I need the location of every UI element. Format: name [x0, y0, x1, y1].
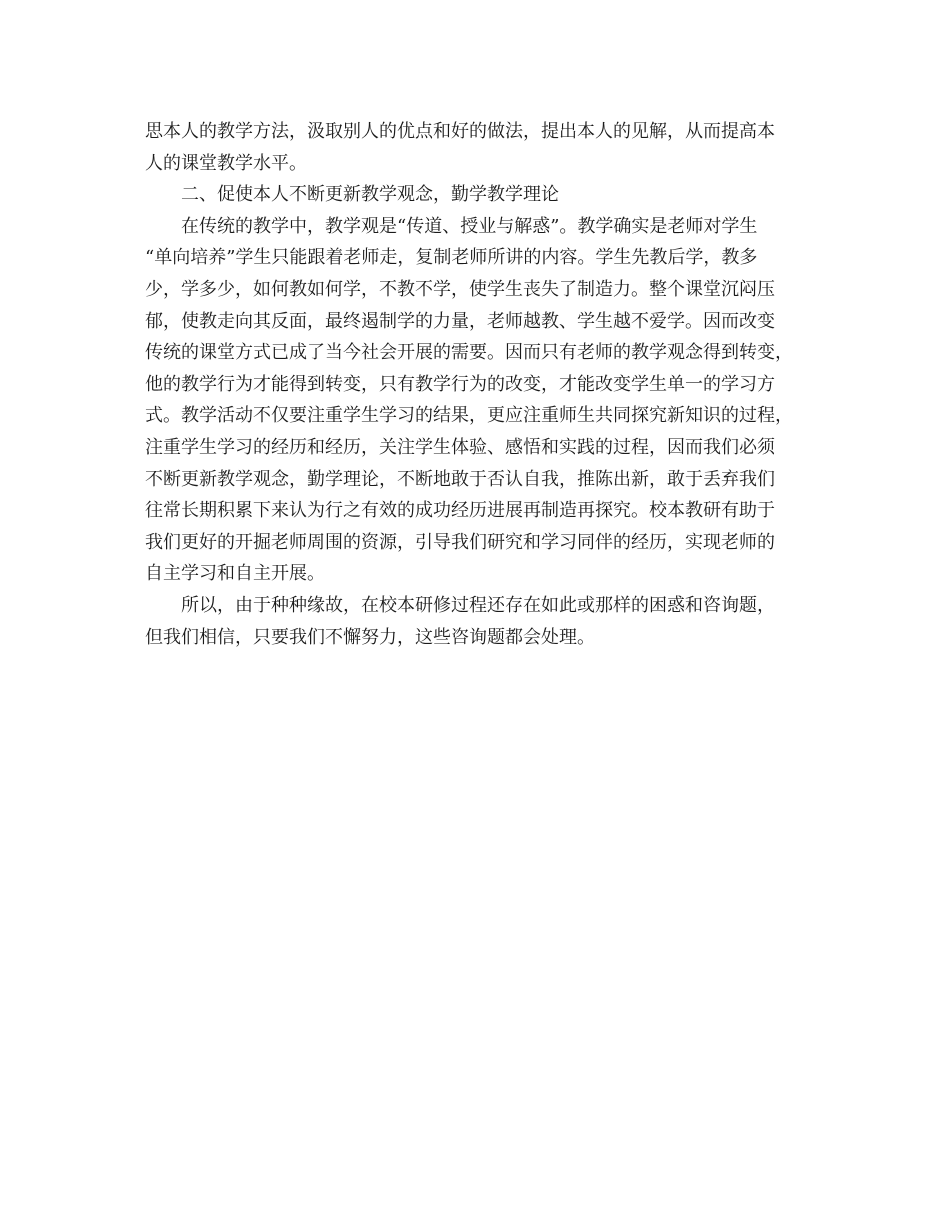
text-line: 他的教学行为才能得到转变，只有教学行为的改变，才能改变学生单一的学习方 — [145, 373, 775, 395]
paragraph-continuation — [145, 116, 805, 179]
text-line: 式。教学活动不仅要注重学生学习的结果，更应注重师生共同探究新知识的过程， — [145, 405, 793, 427]
text-line: 在传统的教学中，教学观是“传道、授业与解惑”。教学确实是老师对学生 — [181, 215, 758, 237]
text-line: 往常长期积累下来认为行之有效的成功经历进展再制造再探究。校本教研有助于 — [145, 500, 775, 522]
text-line: “单向培养”学生只能跟着老师走，复制老师所讲的内容。学生先教后学，教多 — [145, 247, 758, 269]
text-line: 传统的课堂方式已成了当今社会开展的需要。因而只有老师的教学观念得到转变， — [145, 342, 793, 364]
paragraph-conclusion — [145, 590, 805, 653]
document-body — [145, 116, 805, 653]
section-heading — [145, 179, 805, 211]
text-line: 我们更好的开掘老师周围的资源，引导我们研究和学习同伴的经历，实现老师的 — [145, 531, 775, 553]
text-line: 人的课堂教学水平。 — [145, 152, 307, 174]
text-line: 所以，由于种种缘故，在校本研修过程还存在如此或那样的困惑和咨询题， — [181, 594, 775, 616]
text-line: 注重学生学习的经历和经历，关注学生体验、感悟和实践的过程，因而我们必须 — [145, 436, 775, 458]
text-line: 少，学多少，如何教如何学，不教不学，使学生丧失了制造力。整个课堂沉闷压 — [145, 278, 775, 300]
text-line: 但我们相信，只要我们不懈努力，这些咨询题都会处理。 — [145, 626, 595, 648]
paragraph-traditional-teaching — [145, 211, 805, 590]
text-line: 自主学习和自主开展。 — [145, 563, 325, 585]
text-line: 不断更新教学观念，勤学理论，不断地敢于否认自我，推陈出新，敢于丢弃我们 — [145, 468, 775, 490]
heading-text: 二、促使本人不断更新教学观念，勤学教学理论 — [181, 184, 559, 206]
text-line: 思本人的教学方法，汲取别人的优点和好的做法，提出本人的见解，从而提高本 — [145, 121, 775, 142]
text-line: 郁，使教走向其反面，最终遏制学的力量，老师越教、学生越不爱学。因而改变 — [145, 310, 775, 332]
